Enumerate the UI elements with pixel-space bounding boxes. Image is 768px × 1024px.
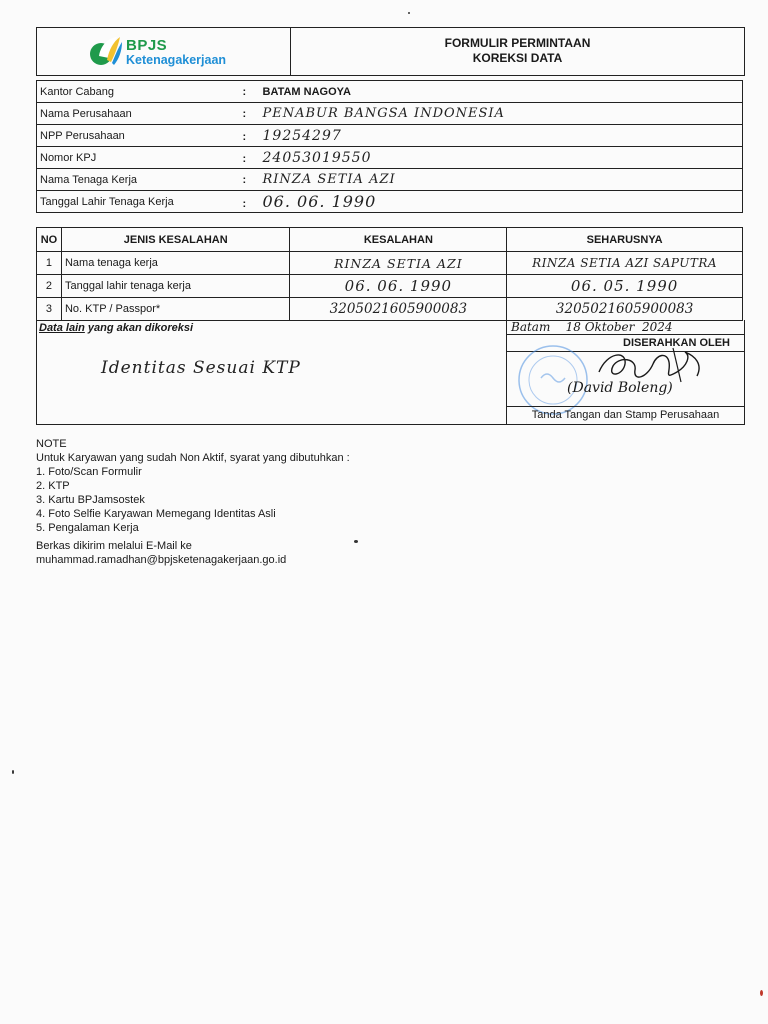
bpjs-logo-icon — [87, 34, 123, 68]
submitted-by-label: DISERAHKAN OLEH — [507, 334, 744, 352]
signature-footer-label: Tanda Tangan dan Stamp Perusahaan — [507, 406, 744, 424]
form-title-line2: KOREKSI DATA — [472, 51, 563, 65]
info-colon: : — [242, 130, 247, 143]
notes-send-text: Berkas dikirim melalui E-Mail ke — [36, 540, 192, 552]
logo-main-text: BPJS — [126, 37, 168, 54]
info-label: Kantor Cabang — [37, 81, 234, 103]
col-header-kesalahan: KESALAHAN — [290, 228, 507, 252]
info-value-cell — [234, 191, 743, 213]
scan-speck — [760, 990, 763, 996]
info-row-kantor — [37, 81, 743, 103]
row-no: 2 — [37, 275, 62, 298]
info-value: PENABUR BANGSA INDONESIA — [262, 106, 505, 121]
row-correct-value: 3205021605900083 — [555, 301, 694, 317]
col-header-jenis: JENIS KESALAHAN — [61, 228, 290, 252]
form-header — [36, 27, 745, 76]
info-row-perusahaan — [37, 103, 743, 125]
row-correct-value: 06. 05. 1990 — [570, 277, 679, 295]
info-label: Nomor KPJ — [37, 147, 234, 169]
logo-text — [126, 38, 226, 67]
info-value: 24053019550 — [262, 149, 372, 166]
info-colon: : — [242, 152, 247, 165]
info-value-cell — [234, 103, 743, 125]
row-correct — [507, 252, 743, 275]
list-item: 2. KTP — [36, 480, 70, 492]
table-row — [37, 252, 743, 275]
other-data-note: Identitas Sesuai KTP — [101, 358, 301, 378]
signature-place-date — [511, 320, 673, 334]
table-row — [37, 298, 743, 321]
signature-day: 18 — [565, 320, 581, 334]
col-header-no: NO — [37, 228, 62, 252]
row-no: 1 — [37, 252, 62, 275]
row-wrong-value: RINZA SETIA AZI — [334, 255, 463, 271]
signature-place: Batam — [511, 320, 551, 334]
info-value-cell — [234, 147, 743, 169]
info-table — [36, 80, 743, 213]
row-correct — [507, 298, 743, 321]
row-no: 3 — [37, 298, 62, 321]
logo-sub-text: Ketenagakerjaan — [126, 53, 227, 67]
signer-name-text: David Boleng — [572, 380, 668, 396]
correction-table — [36, 227, 743, 321]
signature-box — [506, 320, 745, 425]
row-wrong — [290, 298, 507, 321]
other-data-caption — [39, 322, 193, 334]
row-correct — [507, 275, 743, 298]
correction-header-row — [37, 228, 743, 252]
other-data-caption-underlined: Data lain — [39, 322, 85, 334]
info-colon: : — [242, 108, 247, 120]
notes-email: muhammad.ramadhan@bpjsketenagakerjaan.go.id — [36, 554, 287, 566]
info-colon: : — [242, 174, 247, 186]
list-item: 1. Foto/Scan Formulir — [36, 466, 142, 478]
logo-cell — [37, 28, 291, 75]
notes-intro: Untuk Karyawan yang sudah Non Aktif, syarat yang dibutuhkan : — [36, 452, 350, 464]
list-item: 3. Kartu BPJamsostek — [36, 494, 145, 506]
form-title — [291, 28, 744, 75]
form-title-line1: FORMULIR PERMINTAAN — [444, 36, 591, 50]
info-label: NPP Perusahaan — [37, 125, 234, 147]
info-value-cell — [234, 125, 743, 147]
col-header-seharusnya: SEHARUSNYA — [507, 228, 743, 252]
row-type: No. KTP / Passpor* — [61, 298, 290, 321]
signature-year: 2024 — [642, 320, 673, 334]
info-value-cell — [234, 81, 743, 103]
info-label: Tanggal Lahir Tenaga Kerja — [37, 191, 234, 213]
info-colon: : — [242, 198, 247, 210]
list-item: 4. Foto Selfie Karyawan Memegang Identitas Asli — [36, 508, 276, 520]
row-wrong-value: 06. 06. 1990 — [344, 277, 453, 295]
other-data-box — [36, 320, 507, 425]
row-wrong — [290, 252, 507, 275]
info-row-npp — [37, 125, 743, 147]
info-colon: : — [242, 85, 247, 98]
signature-month: Oktober — [584, 320, 635, 334]
info-row-tanggal — [37, 191, 743, 213]
info-value: BATAM NAGOYA — [262, 85, 351, 98]
row-correct-value: RINZA SETIA AZI SAPUTRA — [532, 256, 718, 270]
scan-speck — [354, 540, 358, 543]
info-row-kpj — [37, 147, 743, 169]
info-value: 06. 06. 1990 — [262, 192, 377, 211]
row-type: Nama tenaga kerja — [61, 252, 290, 275]
info-value: RINZA SETIA AZI — [262, 172, 396, 187]
signature-sep — [550, 320, 565, 334]
info-label: Nama Tenaga Kerja — [37, 169, 234, 191]
scan-speck — [408, 12, 410, 14]
scan-speck — [12, 770, 14, 774]
row-type: Tanggal lahir tenaga kerja — [61, 275, 290, 298]
other-data-caption-rest: yang akan dikoreksi — [84, 322, 194, 334]
list-item: 5. Pengalaman Kerja — [36, 522, 139, 534]
notes-section — [36, 437, 350, 567]
table-row — [37, 275, 743, 298]
info-label: Nama Perusahaan — [37, 103, 234, 125]
info-value-cell — [234, 169, 743, 191]
row-wrong — [290, 275, 507, 298]
signer-name: (David Boleng) — [567, 380, 673, 396]
row-wrong-value: 3205021605900083 — [329, 301, 468, 317]
info-row-nama — [37, 169, 743, 191]
info-value: 19254297 — [262, 127, 342, 144]
notes-heading: NOTE — [36, 438, 67, 450]
